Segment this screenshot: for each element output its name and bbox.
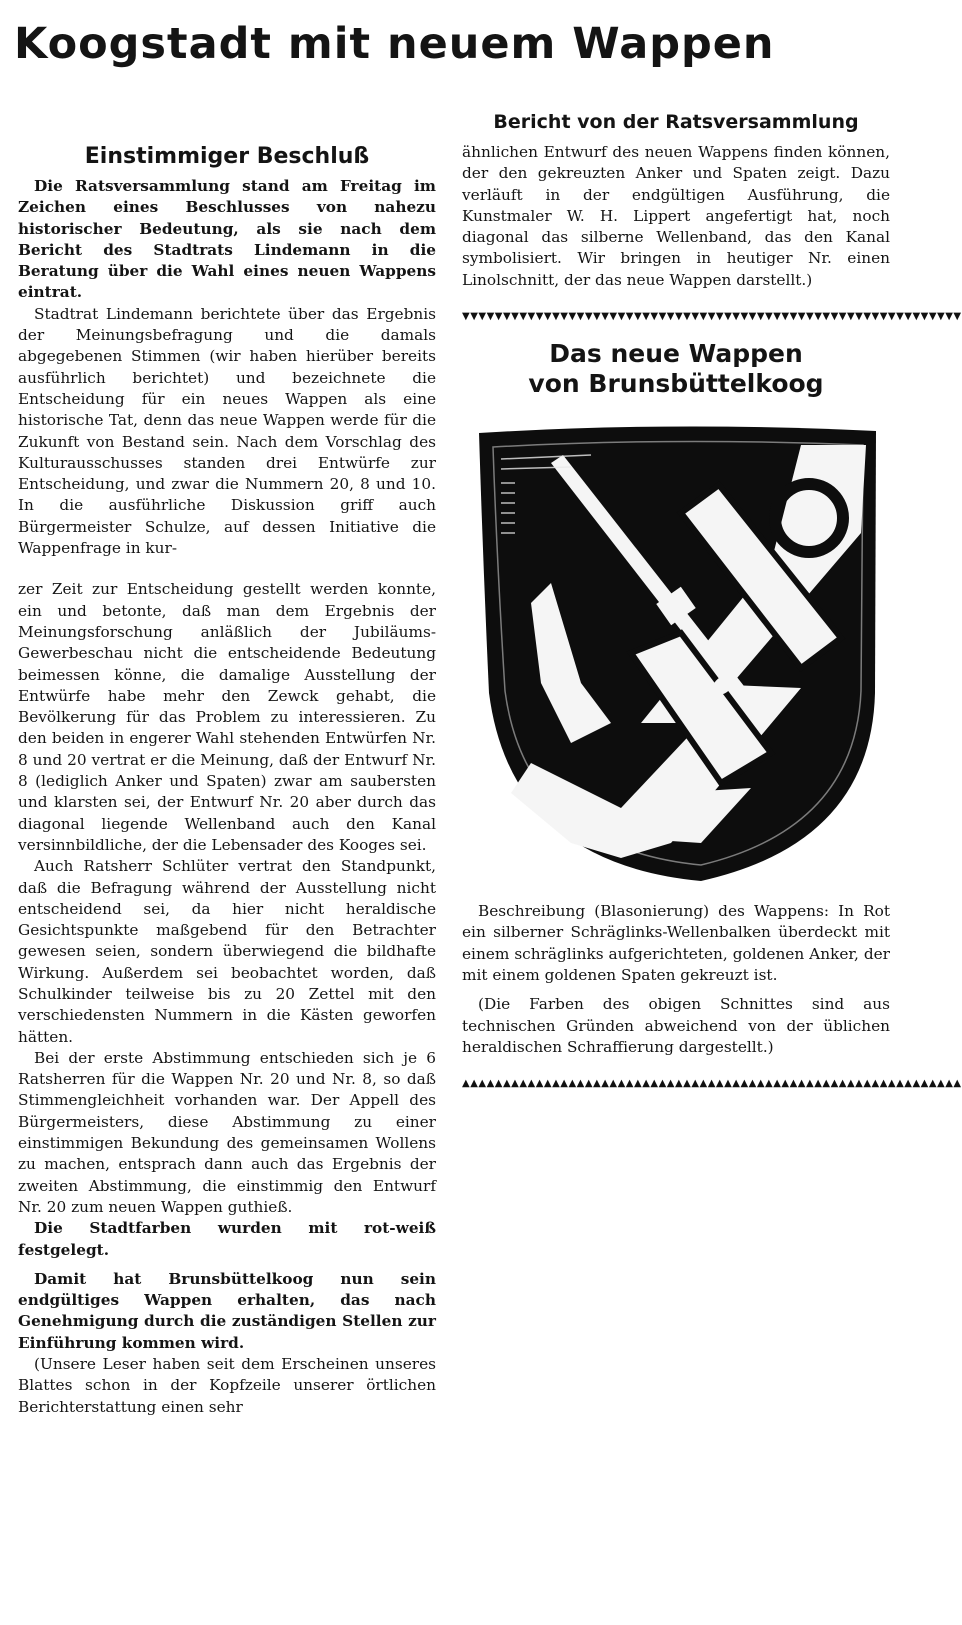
coat-of-arms-image <box>471 423 881 885</box>
bold-paragraph-stadtfarben: Die Stadtfarben wurden mit rot-weiß festgelegt. <box>18 1219 436 1259</box>
lead-paragraph: Die Ratsversammlung stand am Freitag im Zeichen eines Beschlusses von nahezu historischer Bedeutung, als sie nach dem Bericht des Stadtrats Lindemann in die Beratung über die Wahl eines neuen Wappens eintrat. <box>18 177 436 302</box>
body-paragraph: Auch Ratsherr Schlüter vertrat den Standpunkt, daß die Befragung während der Ausstellung nicht entscheidend sei, da hier nicht heraldische Gesichtspunkte maßgebend für den Betrachter gewesen seien, sondern überwiegend die bildhafte Wirkung. Außerdem sei beobachtet worden, daß Schulkinder teilweise bis zu 20 Zettel mit den verschiedensten Nummern in die Kästen geworfen hätten. <box>18 857 436 1046</box>
ornament-divider-top: ▼▼▼▼▼▼▼▼▼▼▼▼▼▼▼▼▼▼▼▼▼▼▼▼▼▼▼▼▼▼▼▼▼▼▼▼▼▼▼▼▼▼▼▼▼▼▼▼▼▼▼▼▼▼▼▼▼▼▼▼▼ <box>462 311 962 323</box>
left-column <box>18 140 436 1418</box>
body-paragraph: Bei der erste Abstimmung entschieden sich je 6 Ratsherren für die Wappen Nr. 20 und Nr. 8, so daß Stimmengleichheit vorhanden war. Der Appell des Bürgermeisters, diese Abstimmung zu einer einstimmigen Bekundung des gemeinsamen Wollens zu machen, entsprach dann auch das Ergebnis der zweiten Abstimmung, die einstimmig den Entwurf Nr. 20 zum neuen Wappen guthieß. <box>18 1048 436 1216</box>
ornament-divider-bottom: ▲▲▲▲▲▲▲▲▲▲▲▲▲▲▲▲▲▲▲▲▲▲▲▲▲▲▲▲▲▲▲▲▲▲▲▲▲▲▲▲▲▲▲▲▲▲▲▲▲▲▲▲▲▲▲▲▲▲▲▲▲ <box>462 1078 962 1090</box>
continuation-paragraph: ähnlichen Entwurf des neuen Wappens finden können, der den gekreuzten Anker und Spaten zeigt. Dazu verläuft in der endgültigen Ausführung, die Kunstmaler W. H. Lippert angefertigt hat, noch diagonal das silberne Wellenband, das den Kanal symbolisiert. Wir bringen in heutiger Nr. einen Linolschnitt, der das neue Wappen darstellt.) <box>462 143 890 289</box>
box-title-line-2: von Brunsbüttelkoog <box>528 369 824 399</box>
subhead-bericht: Bericht von der Ratsversammlung <box>493 111 859 133</box>
closing-paragraph: (Unsere Leser haben seit dem Erscheinen unseres Blattes schon in der Kopfzeile unserer örtlichen Berichterstattung einen sehr <box>18 1355 436 1416</box>
subhead-einstimmiger-beschluss: Einstimmiger Beschluß <box>84 144 370 169</box>
headline: Koogstadt mit neuem Wappen <box>14 19 775 69</box>
color-note: (Die Farben des obigen Schnittes sind aus technischen Gründen abweichend von der üblichen heraldischen Schraffierung dargestellt.) <box>462 995 890 1056</box>
box-title-line-1: Das neue Wappen <box>549 339 803 369</box>
column-break <box>18 559 436 579</box>
body-paragraph: zer Zeit zur Entscheidung gestellt werden konnte, ein und betonte, daß man dem Ergebnis der Meinungsforschung anläßlich der Jubiläums-Gewerbeschau nicht die entscheidende Bedeutung beimessen könne, die damalige Ausstellung der Entwürfe habe mehr den Zewck gehabt, die Bevölkerung für das Problem zu interessieren. Zu den beiden in engerer Wahl stehenden Entwürfen Nr. 8 und 20 vertrat er die Meinung, daß der Entwurf Nr. 8 (lediglich Anker und Spaten) zwar am saubersten und klarsten sei, der Entwurf Nr. 20 aber durch das diagonal liegende Wellenband auch den Kanal versinnbildliche, der die Lebensader des Kooges sei. <box>18 580 436 854</box>
anchor-ring-inner <box>789 498 829 538</box>
right-column <box>462 108 962 1106</box>
blazon-description: Beschreibung (Blasonierung) des Wappens: In Rot ein silberner Schräglinks-Wellenbalken überdeckt mit einem schräglinks aufgerichteten, goldenen Anker, der mit einem goldenen Spaten gekreuzt ist. <box>462 902 890 984</box>
body-paragraph: Stadtrat Lindemann berichtete über das Ergebnis der Meinungsbefragung und die damals abgegebenen Stimmen (wir haben hierüber bereits ausführlich berichtet) und bezeichnete die Entscheidung für ein neues Wappen als eine historische Tat, denn das neue Wappen werde für die Zukunft von Bestand sein. Nach dem Vorschlag des Kulturausschusses standen drei Entwürfe zur Entscheidung, und zwar die Nummern 20, 8 und 10. In die ausführliche Diskussion griff auch Bürgermeister Schulze, auf dessen Initiative die Wappenfrage in kur- <box>18 304 436 558</box>
bold-paragraph-wappen: Damit hat Brunsbüttelkoog nun sein endgültiges Wappen erhalten, das nach Genehmigung durch die zuständigen Stellen zur Einführung kommen wird. <box>18 1269 436 1352</box>
